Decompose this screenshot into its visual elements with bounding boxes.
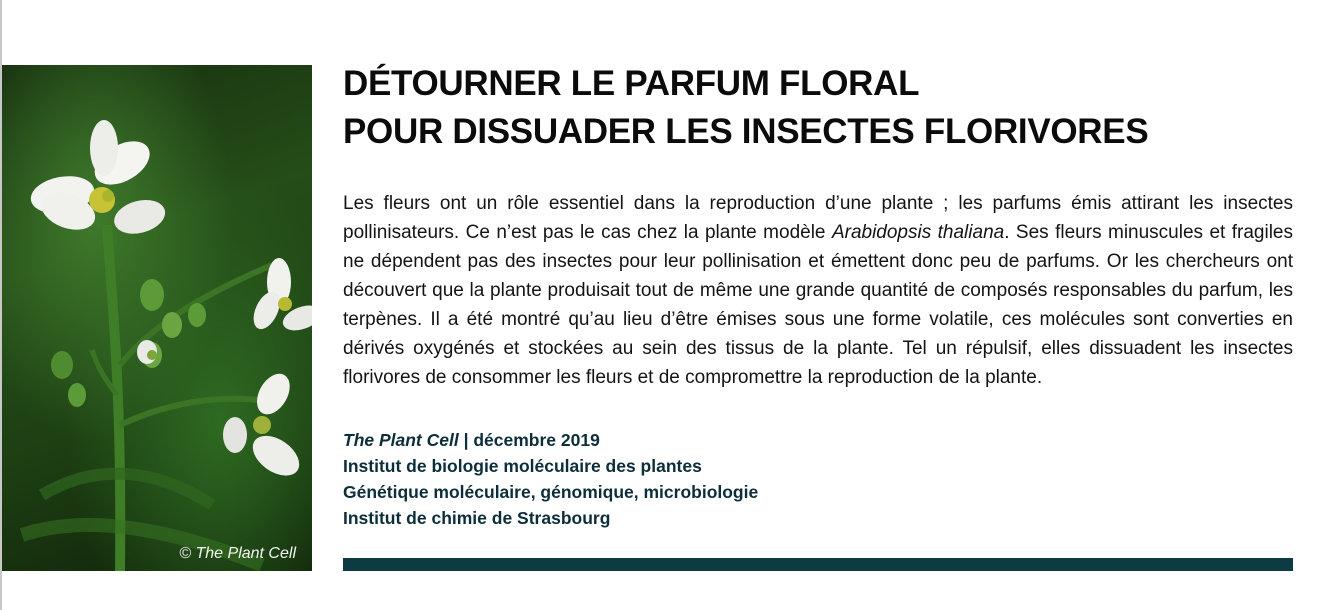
article-title-line-1: DÉTOURNER LE PARFUM FLORAL <box>343 64 920 103</box>
photo-credit: © The Plant Cell <box>179 545 296 562</box>
article-body <box>343 189 1293 392</box>
publication-line <box>343 427 1243 453</box>
article-meta <box>343 427 1243 531</box>
affiliation-genetics: Génétique moléculaire, génomique, microbiologie <box>343 482 759 502</box>
article-title-line-2: POUR DISSUADER LES INSECTES FLORIVORES <box>343 112 1149 151</box>
flower-photo <box>2 65 312 571</box>
article-body-part-1: Les fleurs ont un rôle essentiel dans la reproduction d’une plante ; les parfums émis attirant les insectes pollinisateurs. Ce n’est pas le cas chez la plante modèle <box>343 193 1293 243</box>
journal-name: The Plant Cell <box>343 430 459 450</box>
accent-bar <box>343 558 1293 571</box>
affiliation-ibmp: Institut de biologie moléculaire des plantes <box>343 456 702 476</box>
article-body-part-2: . Ses fleurs minuscules et fragiles ne dépendent pas des insectes pour leur pollinisation et émettent donc peu de parfums. Or les chercheurs ont découvert que la plante produisait tout de même une grande quantité de composés responsables du parfum, les terpènes. Il a été montré qu’au lieu d’être émises sous une forme volatile, ces molécules sont converties en dérivés oxygénés et stockées au sein des tissus de la plante. Tel un répulsif, elles dissuadent les insectes florivores de consommer les fleurs et de compromettre la reproduction de la plante. <box>343 222 1294 388</box>
article-title <box>343 60 1303 156</box>
species-name: Arabidopsis thaliana <box>831 222 1005 243</box>
affiliation-chemistry: Institut de chimie de Strasbourg <box>343 508 611 528</box>
arabidopsis-flower-illustration <box>2 65 312 571</box>
publication-date: | décembre 2019 <box>458 430 600 450</box>
